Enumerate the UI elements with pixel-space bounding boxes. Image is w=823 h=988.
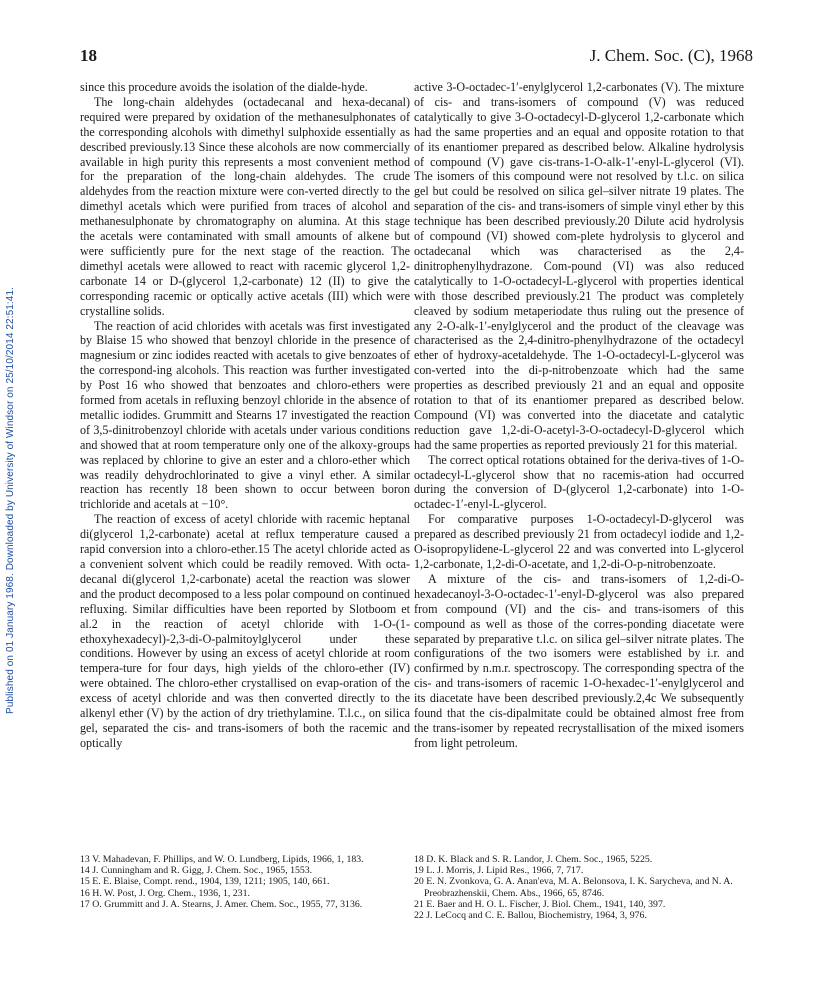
paragraph: active 3-O-octadec-1′-enylglycerol 1,2-carbonates (V). The mixture of cis- and trans-isomers of compound (V) was reduced catalytically to give 3-O-octadecyl-D-glycerol 1,2-carbonate which had the same properties and an equal and opposite rotation to that of its enantiomer prepared as described below. Alkaline hydrolysis of compound (V) gave cis-trans-1-O-alk-1′-enyl-L-glycerol (VI). The isomers of this compound were not resolved by t.l.c. on silica gel but could be resolved on silica gel–silver nitrate 19 plates. The separation of the cis- and trans-isomers of simple vinyl ether by this technique has been described previously.20 Dilute acid hydrolysis of compound (VI) showed com-plete hydrolysis to glycerol and octadecanal which was characterised as the 2,4-dinitrophenylhydrazone. Com-pound (VI) was also reduced catalytically to 1-O-octadecyl-L-glycerol with properties identical with those described previously.21 The product was completely cleaved by sodium metaperiodate thus ruling out the presence of any 2-O-alk-1′-enylglycerol and the product of the cleavage was characterised as the 2,4-dinitro-phenylhydrazone of the octadecyl ether of hydroxy-acetaldehyde. The 1-O-octadecyl-L-glycerol was con-verted into the di-p-nitrobenzoate which had the same properties as described previously 21 and an equal and opposite rotation to that of its enantiomer prepared as described below. Compound (VI) was converted into the diacetate and catalytic reduction gave 1,2-di-O-acetyl-3-O-octadecyl-D-glycerol which had the same properties as reported previously 21 for this material. (414, 80, 744, 452)
reference-item: 14 J. Cunningham and R. Gigg, J. Chem. Soc., 1965, 1553. (80, 865, 313, 877)
reference-item: 17 O. Grummitt and J. A. Stearns, J. Amer. Chem. Soc., 1955, 77, 3136. (80, 898, 363, 910)
paragraph: The long-chain aldehydes (octadecanal and hexa-decanal) required were prepared by oxidation of the methanesulphonates of the corresponding alcohols with dimethyl sulphoxide essentially as described previously.13 Since these alcohols are now commercially available in high purity this represents a most convenient method for the preparation of the long-chain aldehydes. The crude aldehydes from the reaction mixture were con-verted directly to the dimethyl acetals which were purified from traces of alcohol and methanesulphonate by chromatography on alumina. At this stage the acetals were contaminated with small amounts of alkene but were sufficiently pure for the next stage of the reaction. The dimethyl acetals were allowed to react with racemic glycerol 1,2-carbonate 14 or D-(glycerol 1,2-carbonate) 12 (II) to give the corresponding racemic or optically active acetals (III) which were crystalline solids. (80, 94, 410, 318)
page-number: 18 (80, 46, 97, 65)
left-column (80, 80, 410, 751)
reference-item: 18 D. K. Black and S. R. Landor, J. Chem. Soc., 1965, 5225. (414, 854, 653, 865)
reference-item: 22 J. LeCocq and C. E. Ballou, Biochemistry, 1964, 3, 976. (414, 910, 647, 922)
publication-note[interactable]: Published on 01 January 1968. Downloaded by University of Windsor on 25/10/2014 22:51:41. (4, 286, 16, 714)
reference-item: 13 V. Mahadevan, F. Phillips, and W. O. Lundberg, Lipids, 1966, 1, 183. (80, 854, 364, 865)
paragraph: The reaction of acid chlorides with acetals was first investigated by Blaise 15 who showed that benzoyl chloride in the presence of magnesium or zinc iodides reacted with acetals to give benzoates of the correspond-ing alcohols. This reaction was further investigated by Post 16 who showed that benzoates and chloro-ethers were formed from acetals in refluxing benzoyl chloride in the absence of metallic iodides. Grummitt and Stearns 17 investigated the reaction of 3,5-dinitrobenzoyl chloride with acetals under various conditions and showed that at room temperature only one of the alkoxy-groups was replaced by chlorine to give an ester and a chloro-ether which was readily dehydrochlorinated to give a vinyl ether. A similar reaction has recently 18 been shown to occur between boron trichloride and acetals at −10°. (80, 318, 410, 512)
paragraph: The reaction of excess of acetyl chloride with racemic heptanal di(glycerol 1,2-carbonate) acetal at reflux temperature caused a rapid conversion into a chloro-ether.15 The acetyl chloride acted as a convenient solvent which could be readily removed. With octa-decanal di(glycerol 1,2-carbonate) acetal the reaction was slower and the product decomposed to a less polar compound on continued refluxing. Similar difficulties have been reported by Slotboom et al.2 in the reaction of acetyl chloride with 1-O-(1-ethoxyhexadecyl)-2,3-di-O-palmitoylglycerol under these conditions. However by using an excess of acetyl chloride at room tempera-ture for four days, high yields of the chloro-ether (IV) were obtained. The chloro-ether crystallised on evap-oration of the excess of acetyl chloride and was then converted directly to the alkenyl ether (V) by the action of dry triethylamine. T.l.c., on silica gel, separated the cis- and trans-isomers of both the racemic and optically (80, 512, 410, 750)
reference-item: 21 E. Baer and H. O. L. Fischer, J. Biol. Chem., 1941, 140, 397. (414, 898, 666, 910)
right-column (414, 80, 744, 751)
paragraph: since this procedure avoids the isolation of the dialde-hyde. (80, 80, 368, 94)
reference-item: 16 H. W. Post, J. Org. Chem., 1936, 1, 231. (80, 887, 250, 899)
paragraph: For comparative purposes 1-O-octadecyl-D-glycerol was prepared as described previously 21 from octadecyl iodide and 1,2-O-isopropylidene-L-glycerol 22 and was converted into L-glycerol 1,2-carbonate, 1,2-di-O-acetate, and 1,2-di-O-p-nitrobenzoate. (414, 512, 744, 571)
references-right (414, 854, 744, 921)
references-left (80, 854, 410, 910)
reference-item: 19 L. J. Morris, J. Lipid Res., 1966, 7, 717. (414, 865, 584, 877)
paragraph: A mixture of the cis- and trans-isomers of 1,2-di-O-hexadecanoyl-3-O-octadec-1′-enyl-D-glycerol was also prepared from compound (VI) and the cis- and trans-isomers of this compound as well as those of the corres-ponding diacetate were separated by preparative t.l.c. on silica gel–silver nitrate plates. The configurations of the two isomers were established by i.r. and confirmed by n.m.r. spectroscopy. The corresponding spectra of the cis- and trans-isomers of racemic 1-O-hexadec-1′-enylglycerol and its diacetate have been described previously.2,4c We subsequently found that the cis-dipalmitate could be obtained almost free from the trans-isomer by repeated recrystallisation of the mixed isomers from light petroleum. (414, 571, 744, 750)
publication-watermark (2, 190, 18, 810)
journal-title: J. Chem. Soc. (C), 1968 (589, 46, 753, 65)
paragraph: The correct optical rotations obtained for the deriva-tives of 1-O-octadecyl-L-glycerol show that no racemis-ation had occurred during the conversion of D-(glycerol 1,2-carbonate) into 1-O-octadec-1′-enyl-L-glycerol. (414, 452, 744, 512)
reference-item: 15 E. E. Blaise, Compt. rend., 1904, 139, 1211; 1905, 140, 661. (80, 876, 330, 888)
reference-item: 20 E. N. Zvonkova, G. A. Anan'eva, M. A. Belonsova, I. K. Sarycheva, and N. A. Preobrazhenskii, Chem. Abs., 1966, 65, 8746. (414, 876, 733, 899)
